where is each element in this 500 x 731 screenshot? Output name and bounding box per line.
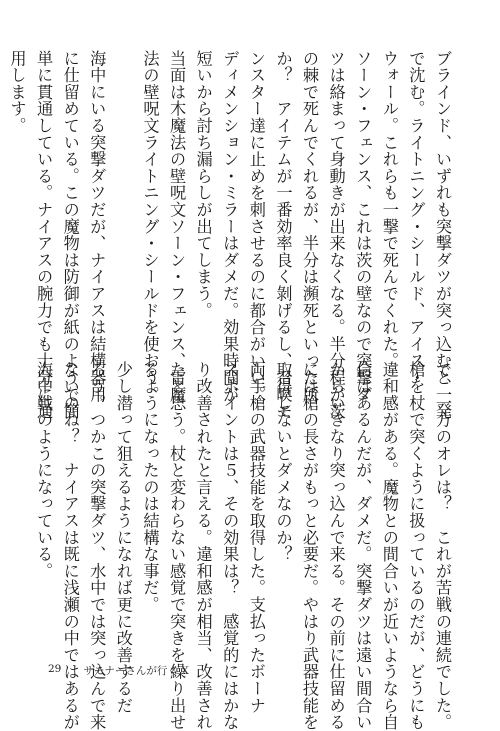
page-number: 29 xyxy=(48,663,62,675)
text-line: の棘で死んでくれるが、半分は瀕死といった所 xyxy=(300,50,320,403)
text-line: スポイントは５、その効果は？ 感覚的にはかな xyxy=(220,361,240,731)
page-footer xyxy=(48,663,189,678)
text-line: ないのね？ ナイアスは既に浅瀬の中ではあるが xyxy=(60,361,80,731)
text-line: り改善されたと言える。違和感が相当、改善され xyxy=(193,361,213,731)
book-title: サモナーさんが行く X xyxy=(83,665,189,677)
text-line: るようになったのは結構な事だ。 xyxy=(140,361,160,613)
text-line: ディメンション・ミラーはダメだ。効果時間が xyxy=(220,50,240,403)
text-line: 海中戦のようになっている。 xyxy=(34,361,54,580)
text-line: か？ アイテムが一番効率良く剝げるし、召喚モ xyxy=(273,50,293,420)
text-line: で、一方のオレは？ これが苦戦の連続でした。 xyxy=(433,361,452,731)
text-line: 法の壁呪文ライトニング・シールドを使おう。 xyxy=(140,50,160,403)
text-block-upper xyxy=(3,50,455,420)
text-line: ツは絡まって身動きが出来なくなる。半分程が茨 xyxy=(326,50,346,420)
text-line: 短いから討ち漏らしが出てしまう。 xyxy=(193,50,213,319)
text-line: たと思う。杖と変わらない感覚で突きを繰り出せ xyxy=(167,361,187,731)
text-line: 当面は木魔法の壁呪文ソーン・フェンス、雷魔 xyxy=(167,50,187,403)
text-line: 違和感がある。魔物との間合いが近いようなら自 xyxy=(379,361,399,731)
text-line: で沈む。ライトニング・シールド、アイス・ xyxy=(406,50,426,386)
text-line xyxy=(109,50,136,350)
text-line xyxy=(3,361,30,661)
text-line: 用します。 xyxy=(7,50,27,134)
text-line: 少し潜って狙えるようになれば更に改善するだ xyxy=(113,361,133,714)
text-line: ンスター達に止めを刺させるのに都合がいい。 xyxy=(246,50,266,403)
text-line: には槍の長さがもっと必要だ。やはり武器技能を xyxy=(300,361,320,731)
text-line: ウォール。これらも一撃で死んでくれた。 xyxy=(379,50,399,370)
text-line: に仕留めている。この魔物は防御が紙のようで簡 xyxy=(60,50,80,420)
text-line: ソーン・フェンス、これは茨の壁なので突撃ダ xyxy=(353,50,373,403)
text-line: 取得しないとダメなのか？ xyxy=(273,361,293,563)
text-line: 両手槍の武器技能を取得した。支払ったボーナ xyxy=(246,361,266,714)
text-line: 海中にいる突撃ダツだが、ナイアスは結構器用 xyxy=(87,50,107,403)
text-line: ブラインド、いずれも突撃ダツが突っ込むと一発 xyxy=(433,50,452,420)
text-line xyxy=(0,361,3,661)
text-line: からいきなり突っ込んで来る。その前に仕留める xyxy=(326,361,346,731)
text-line: ろう。つかこの突撃ダツ、水中では突っ込んで来 xyxy=(87,361,107,731)
text-line: 槍を杖で突くように扱っているのだが、どうにも xyxy=(406,361,426,731)
text-line: 単に貫通している。ナイアスの腕力でも十分に通 xyxy=(34,50,54,420)
text-line: 信はあるんだが、ダメだ。突撃ダツは遠い間合い xyxy=(353,361,373,731)
